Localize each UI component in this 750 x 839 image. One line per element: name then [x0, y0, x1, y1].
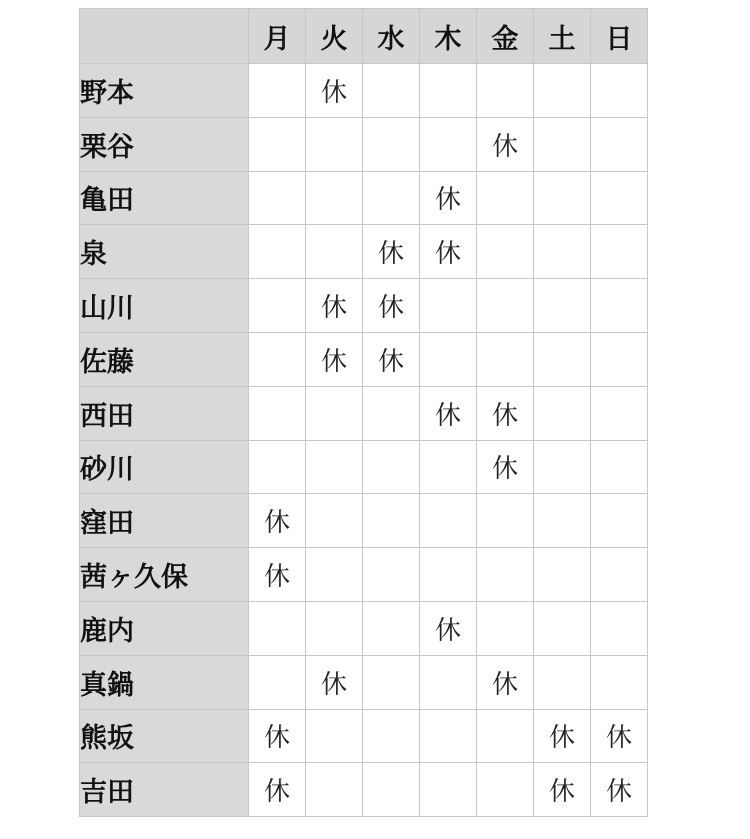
- table-row: [80, 117, 648, 171]
- shift-cell-mon[interactable]: [249, 171, 306, 225]
- day-header-sun[interactable]: 日: [591, 9, 648, 64]
- table-row: [80, 171, 648, 225]
- shift-cell-wed[interactable]: [363, 548, 420, 602]
- shift-cell-thu[interactable]: [420, 279, 477, 333]
- shift-cell-tue[interactable]: 休: [306, 64, 363, 118]
- shift-cell-wed[interactable]: [363, 494, 420, 548]
- day-header-mon[interactable]: 月: [249, 9, 306, 64]
- shift-cell-fri[interactable]: 休: [477, 440, 534, 494]
- shift-cell-thu[interactable]: [420, 655, 477, 709]
- shift-cell-mon[interactable]: [249, 117, 306, 171]
- employee-name-cell[interactable]: 亀田: [80, 171, 249, 225]
- shift-cell-sun[interactable]: [591, 386, 648, 440]
- shift-cell-sat[interactable]: [534, 225, 591, 279]
- shift-cell-tue[interactable]: [306, 548, 363, 602]
- shift-cell-tue[interactable]: [306, 601, 363, 655]
- table-row: [80, 64, 648, 118]
- table-row: [80, 709, 648, 763]
- shift-cell-sun[interactable]: [591, 279, 648, 333]
- shift-cell-sun[interactable]: [591, 332, 648, 386]
- shift-cell-fri[interactable]: [477, 64, 534, 118]
- shift-cell-thu[interactable]: 休: [420, 601, 477, 655]
- employee-name-cell[interactable]: 熊坂: [80, 709, 249, 763]
- shift-cell-sun[interactable]: [591, 117, 648, 171]
- shift-cell-tue[interactable]: [306, 763, 363, 817]
- shift-cell-sat[interactable]: [534, 171, 591, 225]
- shift-cell-sat[interactable]: [534, 64, 591, 118]
- employee-name-cell[interactable]: 真鍋: [80, 655, 249, 709]
- shift-cell-thu[interactable]: [420, 548, 477, 602]
- shift-cell-sun[interactable]: 休: [591, 763, 648, 817]
- shift-cell-fri[interactable]: [477, 548, 534, 602]
- shift-cell-sun[interactable]: [591, 601, 648, 655]
- shift-cell-wed[interactable]: 休: [363, 225, 420, 279]
- employee-name-cell[interactable]: 吉田: [80, 763, 249, 817]
- shift-cell-thu[interactable]: [420, 763, 477, 817]
- table-row: [80, 279, 648, 333]
- shift-cell-mon[interactable]: [249, 601, 306, 655]
- day-header-fri[interactable]: 金: [477, 9, 534, 64]
- shift-cell-mon[interactable]: [249, 440, 306, 494]
- employee-name-cell[interactable]: 佐藤: [80, 332, 249, 386]
- shift-cell-thu[interactable]: [420, 117, 477, 171]
- shift-cell-mon[interactable]: [249, 225, 306, 279]
- shift-cell-fri[interactable]: [477, 225, 534, 279]
- table-row: [80, 655, 648, 709]
- shift-cell-wed[interactable]: 休: [363, 279, 420, 333]
- employee-name-cell[interactable]: 茜ヶ久保: [80, 548, 249, 602]
- shift-cell-sun[interactable]: [591, 64, 648, 118]
- shift-cell-mon[interactable]: [249, 279, 306, 333]
- shift-cell-sat[interactable]: [534, 117, 591, 171]
- shift-cell-sun[interactable]: [591, 494, 648, 548]
- shift-cell-sat[interactable]: [534, 601, 591, 655]
- shift-cell-mon[interactable]: [249, 655, 306, 709]
- shift-cell-tue[interactable]: [306, 440, 363, 494]
- employee-name-cell[interactable]: 砂川: [80, 440, 249, 494]
- shift-cell-sat[interactable]: [534, 386, 591, 440]
- shift-cell-thu[interactable]: 休: [420, 225, 477, 279]
- shift-cell-wed[interactable]: [363, 655, 420, 709]
- table-row: [80, 332, 648, 386]
- shift-cell-tue[interactable]: [306, 225, 363, 279]
- employee-name-cell[interactable]: 山川: [80, 279, 249, 333]
- shift-cell-sun[interactable]: 休: [591, 709, 648, 763]
- employee-name-cell[interactable]: 栗谷: [80, 117, 249, 171]
- shift-cell-mon[interactable]: [249, 64, 306, 118]
- shift-cell-mon[interactable]: [249, 332, 306, 386]
- shift-cell-wed[interactable]: [363, 386, 420, 440]
- shift-cell-thu[interactable]: [420, 494, 477, 548]
- table-row: [80, 763, 648, 817]
- shift-cell-mon[interactable]: 休: [249, 494, 306, 548]
- shift-cell-sun[interactable]: [591, 440, 648, 494]
- shift-cell-fri[interactable]: 休: [477, 386, 534, 440]
- shift-cell-fri[interactable]: 休: [477, 117, 534, 171]
- table-row: [80, 494, 648, 548]
- header-row: [80, 9, 648, 64]
- shift-cell-fri[interactable]: [477, 709, 534, 763]
- shift-cell-sun[interactable]: [591, 548, 648, 602]
- shift-cell-sun[interactable]: [591, 225, 648, 279]
- shift-cell-mon[interactable]: 休: [249, 763, 306, 817]
- table-row: [80, 548, 648, 602]
- schedule-sheet: [79, 8, 648, 817]
- day-header-tue[interactable]: 火: [306, 9, 363, 64]
- employee-name-cell[interactable]: 泉: [80, 225, 249, 279]
- shift-cell-sat[interactable]: [534, 494, 591, 548]
- corner-cell[interactable]: [80, 9, 249, 64]
- shift-cell-thu[interactable]: 休: [420, 386, 477, 440]
- table-body: [80, 64, 648, 817]
- day-header-sat[interactable]: 土: [534, 9, 591, 64]
- shift-cell-sat[interactable]: [534, 548, 591, 602]
- shift-cell-fri[interactable]: 休: [477, 655, 534, 709]
- shift-cell-mon[interactable]: 休: [249, 548, 306, 602]
- shift-cell-fri[interactable]: [477, 279, 534, 333]
- shift-cell-tue[interactable]: 休: [306, 279, 363, 333]
- shift-cell-wed[interactable]: [363, 64, 420, 118]
- shift-cell-fri[interactable]: [477, 171, 534, 225]
- shift-cell-fri[interactable]: [477, 332, 534, 386]
- shift-cell-tue[interactable]: [306, 171, 363, 225]
- employee-name-cell[interactable]: 窪田: [80, 494, 249, 548]
- shift-cell-tue[interactable]: 休: [306, 655, 363, 709]
- shift-cell-mon[interactable]: 休: [249, 709, 306, 763]
- shift-cell-tue[interactable]: [306, 494, 363, 548]
- shift-cell-thu[interactable]: [420, 709, 477, 763]
- shift-cell-thu[interactable]: [420, 64, 477, 118]
- employee-name-cell[interactable]: 西田: [80, 386, 249, 440]
- shift-cell-sat[interactable]: [534, 279, 591, 333]
- shift-cell-tue[interactable]: [306, 709, 363, 763]
- day-header-thu[interactable]: 木: [420, 9, 477, 64]
- employee-name-cell[interactable]: 鹿内: [80, 601, 249, 655]
- shift-cell-wed[interactable]: [363, 171, 420, 225]
- shift-cell-sat[interactable]: [534, 440, 591, 494]
- table-row: [80, 601, 648, 655]
- table-row: [80, 440, 648, 494]
- shift-cell-sun[interactable]: [591, 655, 648, 709]
- shift-cell-thu[interactable]: 休: [420, 171, 477, 225]
- shift-cell-sat[interactable]: [534, 332, 591, 386]
- shift-cell-fri[interactable]: [477, 763, 534, 817]
- employee-name-cell[interactable]: 野本: [80, 64, 249, 118]
- shift-cell-fri[interactable]: [477, 494, 534, 548]
- shift-cell-sat[interactable]: [534, 655, 591, 709]
- table-row: [80, 386, 648, 440]
- shift-cell-fri[interactable]: [477, 601, 534, 655]
- day-header-wed[interactable]: 水: [363, 9, 420, 64]
- shift-cell-sat[interactable]: 休: [534, 763, 591, 817]
- shift-cell-tue[interactable]: 休: [306, 332, 363, 386]
- shift-cell-wed[interactable]: [363, 763, 420, 817]
- shift-cell-wed[interactable]: [363, 117, 420, 171]
- shift-cell-mon[interactable]: [249, 386, 306, 440]
- shift-table: [79, 8, 648, 817]
- shift-cell-tue[interactable]: [306, 117, 363, 171]
- shift-cell-thu[interactable]: [420, 440, 477, 494]
- shift-cell-sat[interactable]: 休: [534, 709, 591, 763]
- shift-cell-wed[interactable]: [363, 709, 420, 763]
- shift-cell-sun[interactable]: [591, 171, 648, 225]
- table-row: [80, 225, 648, 279]
- shift-cell-wed[interactable]: 休: [363, 332, 420, 386]
- shift-cell-thu[interactable]: [420, 332, 477, 386]
- shift-cell-tue[interactable]: [306, 386, 363, 440]
- shift-cell-wed[interactable]: [363, 601, 420, 655]
- shift-cell-wed[interactable]: [363, 440, 420, 494]
